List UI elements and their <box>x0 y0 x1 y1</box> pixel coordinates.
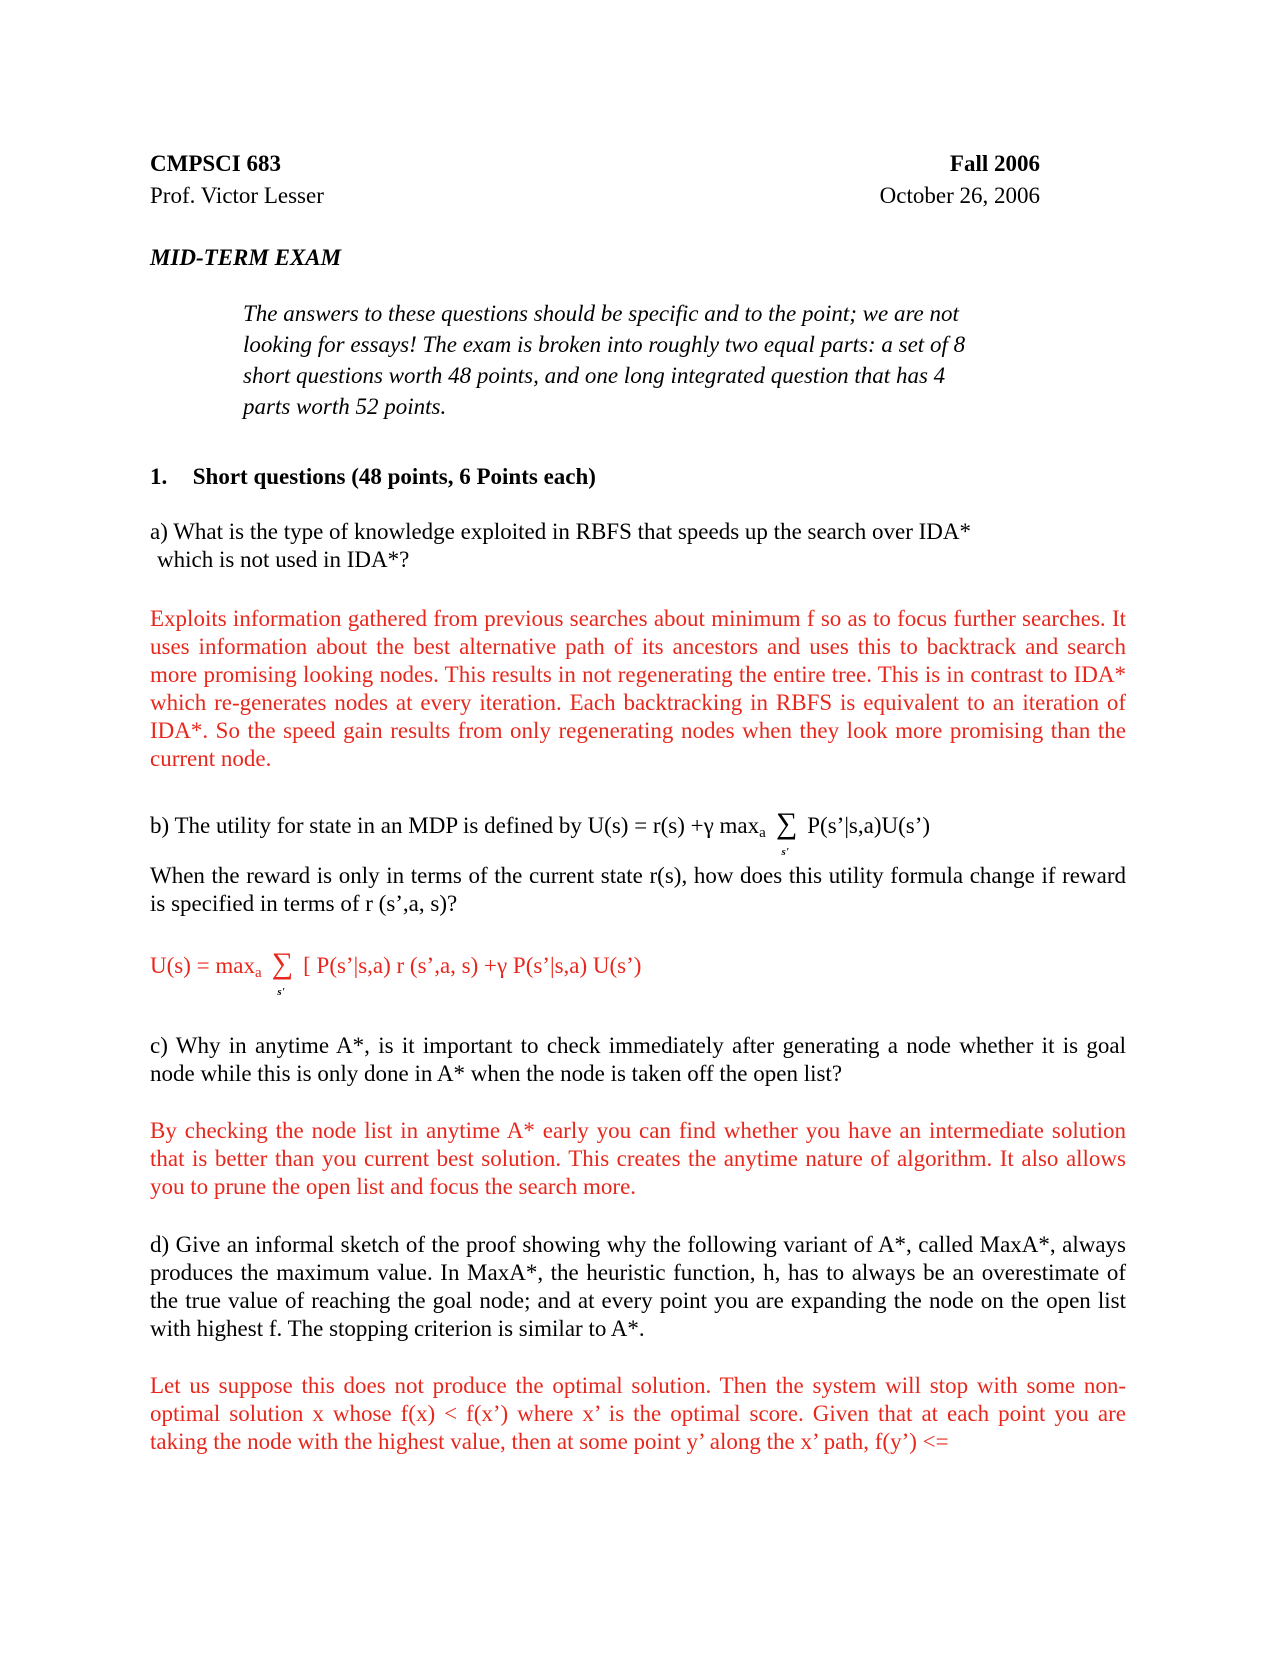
instructions-line: looking for essays! The exam is broken into roughly two equal parts: a set of 8 <box>243 332 966 357</box>
answer-formula-text: U(s) = max <box>150 953 255 978</box>
answer-a: Exploits information gathered from previous searches about minimum f so as to focus further searches. It uses information about the best alternative path of its ancestors and uses this to backtrack and search more promising looking nodes. This results in not regenerating the entire tree. This is in contrast to IDA* which re-generates nodes at every iteration. Each backtracking in RBFS is equivalent to an iteration of IDA*. So the speed gain results from only regenerating nodes when they look more promising than the current node. <box>150 606 1126 771</box>
question-d: d) Give an informal sketch of the proof showing why the following variant of A*, called MaxA*, always produces the maximum value. In MaxA*, the heuristic function, h, has to always be an overestimate of the true value of reaching the goal node; and at every point you are expanding the node on the open list with highest f. The stopping criterion is similar to A*. <box>150 1232 1126 1341</box>
section-heading <box>150 463 596 491</box>
professor: Prof. Victor Lesser <box>150 183 324 208</box>
summation-symbol: ∑ s' <box>772 810 802 840</box>
max-subscript: a <box>759 825 766 841</box>
instructions-line: The answers to these questions should be specific and to the point; we are not <box>243 301 959 326</box>
formula-text: b) The utility for state in an MDP is defined by U(s) = r(s) +γ max <box>150 813 760 838</box>
answer-c: By checking the node list in anytime A* early you can find whether you have an intermediate solution that is better than you current best solution. This creates the anytime nature of algorithm. It also allows you to prune the open list and focus the search more. <box>150 1118 1126 1199</box>
section-title: Short questions (48 points, 6 Points each) <box>192 464 596 489</box>
exam-date: October 26, 2006 <box>879 183 1040 208</box>
exam-instructions <box>243 298 1033 422</box>
question-c: c) Why in anytime A*, is it important to check immediately after generating a node whether it is goal node while this is only done in A* when the node is taken off the open list? <box>150 1033 1126 1086</box>
course-code: CMPSCI 683 <box>150 151 281 176</box>
header-row-1 <box>150 150 1040 178</box>
semester: Fall 2006 <box>949 151 1040 176</box>
question-b-formula <box>150 807 931 858</box>
instructions-line: parts worth 52 points. <box>243 394 447 419</box>
question-a-line-2: which is not used in IDA*? <box>157 547 410 572</box>
answer-d: Let us suppose this does not produce the optimal solution. Then the system will stop with some non-optimal solution x whose f(x) < f(x’) where x’ is the optimal score. Given that at each point you are taking the node with the highest value, then at some point y’ along the x’ path, f(y’) <= <box>150 1373 1126 1454</box>
question-a <box>150 518 1126 574</box>
answer-b-formula <box>150 947 642 998</box>
answer-summation-symbol: ∑ s' <box>267 950 297 980</box>
summation-subscript: s' <box>781 846 789 858</box>
section-number: 1. <box>150 464 168 489</box>
answer-max-subscript: a <box>254 965 262 981</box>
formula-suffix: P(s’|s,a)U(s’) <box>807 813 931 838</box>
answer-formula-suffix: [ P(s’|s,a) r (s’,a, s) +γ P(s’|s,a) U(s’) <box>303 953 642 978</box>
answer-summation-subscript: s' <box>277 986 285 998</box>
exam-title: MID-TERM EXAM <box>150 245 342 270</box>
header-row-2 <box>150 182 1040 210</box>
question-a-line-1: a) What is the type of knowledge exploited in RBFS that speeds up the search over IDA* <box>150 519 972 544</box>
question-b-text: When the reward is only in terms of the current state r(s), how does this utility formula change if reward is specified in terms of r (s’,a, s)? <box>150 863 1126 916</box>
instructions-line: short questions worth 48 points, and one long integrated question that has 4 <box>243 363 946 388</box>
